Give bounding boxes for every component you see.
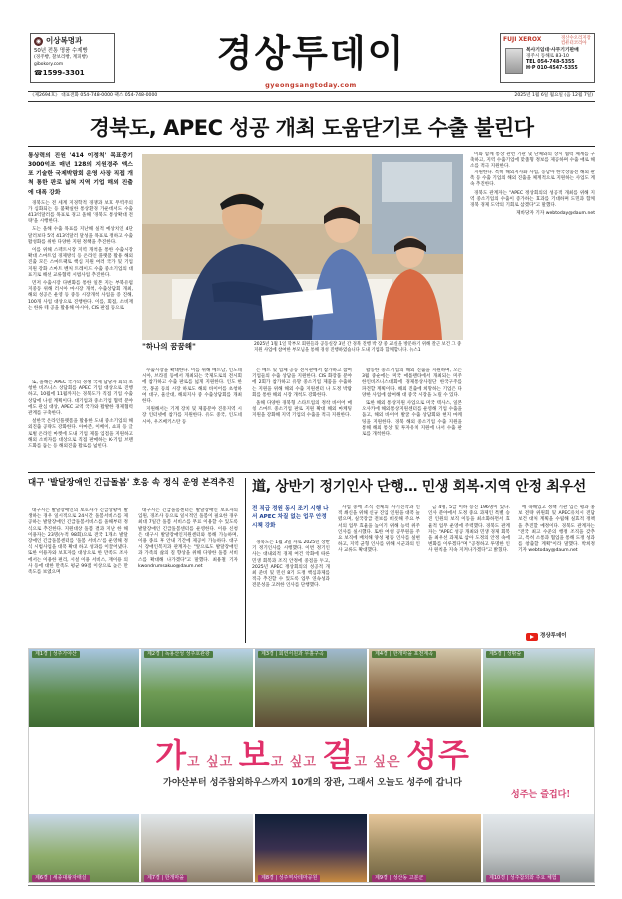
ad-tile-1[interactable] xyxy=(29,649,139,727)
ad-tile-3[interactable] xyxy=(255,649,367,727)
ad-subslogan: 가야산부터 성주참외하우스까지 10개의 장관, 그래서 오늘도 성주에 갑니다 xyxy=(163,778,462,788)
photo-caption-title: "하나의 꿈꿈해" xyxy=(142,342,196,351)
bakery-phone: ☎1599-3301 xyxy=(34,68,85,77)
story3-col3 xyxy=(428,505,510,644)
bakery-tagline: 50년 전통 명품 수제빵 xyxy=(34,48,88,55)
paragraph: 올해 다양한 경북형 스타트업의 정착 바이어 매칭 스마트 중소기업 판로 지원 확대 해외 마케팅 지원을 강화해 지역 기업의 수출을 적극 지원한다. xyxy=(252,400,352,419)
slogan-part: 보 xyxy=(238,736,271,774)
story3-headline[interactable]: 道, 상반기 정기인사 단행… 민생 회복·지역 안정 최우선 xyxy=(252,479,586,495)
youtube-badge[interactable] xyxy=(526,632,596,642)
top-story-col1 xyxy=(28,152,133,377)
top-story-lead: 통상력의 진원 '414 이정칙' 목표중기 3000억조 매년 128의 지원경주 엑스포 기술한 국제박람회 운영 사장 직접 개척 통한 판로 넓혀 지역 기업 해외 진출에 대폭 강화 xyxy=(28,153,133,196)
registration-info: 《제2694호》 대표전화 054-748-0000 팩스 054-748-0000 xyxy=(30,93,158,99)
copier-tel: TEL 054-748-5355 xyxy=(526,60,575,66)
photo-caption-text: 2025년 1월 1일 학부모 회원들과 공동실장 3년 간 경북 진행 박 장 중 교실을 방문하기 위해 잘근 보건 그 중 지원 사업에 참여한 부모님을 통해 경성 진행하였습니다 도내 기업과 함께합니다. 뉴스1 xyxy=(254,342,462,353)
copier-ad-text xyxy=(526,48,592,73)
copier-brand-sub: 경산수오리지장 컴퓨터코리아 xyxy=(561,36,591,46)
story2-col1 xyxy=(28,508,128,643)
paragraph: 는 베트 및 업체 공동 전시관에서 참가하고 참여 기업들의 수출 상담을 지원한다. CIS 화장품 분야에 2회가 참가하고 유망 중소기업 제품을 수출하는 지원을 위해 해외 수출 지원센터 나 도정 박람회를 통한 해외 시장 개척도 강화한다. xyxy=(252,368,352,398)
copier-line2: 경주시 동해로 83-10 xyxy=(526,54,569,60)
top-story-col3 xyxy=(252,368,352,468)
vertical-divider xyxy=(245,478,246,643)
youtube-play-icon xyxy=(526,633,538,641)
top-story-col2 xyxy=(142,368,242,468)
ad-tile-8[interactable] xyxy=(255,814,367,883)
section-divider xyxy=(28,472,595,473)
issue-date: 2025년 1월 6일 월요일 (음 12월 7일) xyxy=(514,93,593,99)
paragraph: 금 4명, 5급 이하 승진 196명이 있다. 인사 분야에서 도정 중요 과제인 특별 승진 인원의 보직 이동을 최소화하면서 효율적 업무 운영에 주력했다. 경북도 관계자는 "APEC 성공 개최와 민생 경제 회복을 최우선 과제로 삼아 도정의 안정 속에 변화를 이루겠다"며 "공정하고 투명한 인사 원칙을 지속 지켜나가겠다"고 밝혔다. xyxy=(428,505,510,554)
slogan-part: 가 xyxy=(155,736,188,774)
ad-tile-label: 제10경 | 성주참외와 주요 체험 xyxy=(486,875,560,882)
paragraph: 에 속해있고 정책 기관 입은 평과 홍보 전략 위원회 및 APEC유치시 전담 보건 대처 계획을 수립해 실효적 정책을 추진할 예정이다. 경북도 관계자는 "전국 최고 수준의 행정 조직을 갖추고, 특히 소통과 협업을 통해 도정 성과를 창출할 계획"이라 말했다. 박희정 기자 webtoday@daum.net xyxy=(518,505,595,554)
paragraph: 이와 함께 통상 관련 기관 및 단체와의 상시 협력 체계를 구축하고, 지역 수출기업에 맞춤형 정보를 제공하며 수출 애로 해소를 적극 지원한다. xyxy=(470,152,595,170)
photo-father-children-drawing xyxy=(142,154,463,340)
paragraph: 활동한 중소기업의 해외 진출을 지원하며, 오는 3월 중순에는 미국 애틀랜타에서 개최되는 미주 한인비즈니스대회에 경제통상사절단 한국구주를 파견할 계획이다. 해외 진출에 희망하는 기업은 다양한 사업에 참여해 대 중국 시장을 노릴 수 있다. xyxy=(362,368,462,398)
ad-tile-9[interactable] xyxy=(369,814,481,883)
ad-slogan xyxy=(29,734,595,777)
ad-tile-label: 제3경 | 회연서원과 무흘구곡 xyxy=(258,651,327,658)
ad-tile-label: 제2경 | 독용산성 성주호관광 xyxy=(144,651,213,658)
byline: 제바당자 기자 webtoday@daum.net xyxy=(516,211,595,217)
bakery-logo-icon: ◉ xyxy=(35,37,42,45)
story3-col4 xyxy=(518,505,595,630)
paragraph: 대구시는 긴급돌봄센터는 발달장애인 보호자의 입원, 경조사 등으로 일시적인 돌봄이 필요한 경우 최대 7일간 돌봄 서비스를 무료 이용할 수 있도록 발달장애인 긴급돌봄센터를 운영한다. 이용 신청은 대구시 발달장애인지원센터와 통해 가능하며, 이용 종료 후 안내 기간에 제공이 가능하다. 대구시 장애인복지과 관계자는 "앞으로도 발달장애인과 가족의 삶의 질 향상을 위해 다양한 돌봄 서비스를 확대해 나가겠다"고 말했다. 최용철 기자 kwondrumsakuo@daum.net xyxy=(138,508,238,569)
paragraph: 경북도는 1월 3일 자로 2025년 상반기 정기인사를 시행했다. 이번 정기인사는 대내외적 경제 여건 악화에 따른 민생 회복과 조직 안정에 중점을 두고, 2025년 APEC 정상회의의 성공적 개최 준비 및 민선 8기 도정 핵심과제를 적극 추진할 수 있도록 업무 연속성과 전문성을 고려한 인사를 단행했다. xyxy=(252,540,330,589)
top-story-col5 xyxy=(470,152,595,170)
masthead-url[interactable]: gyeongsangtoday.com xyxy=(265,81,357,89)
paragraph: 사업 중에 조직 전체의 사기진작과 인적 쇄신을 위해 신규 진입 인원을 대폭 늘렸으며, 실국장급 전보를 비롯해 주요 부서의 업무 효율을 높이기 위해 능력 위주 인사를 실시했다. 또한 여성 공무원을 주요 보직에 배치해 양성 평등 인사를 실현하고, 지역 균형 인사를 위해 시군과의 인사 교류도 확대했다. xyxy=(338,505,420,554)
paragraph: 도는 올해 수출 목표를 지난해 실적 예상치인 4단달러보다 5억 413억달러 달성을 목표로 정하고 수출 활성화를 위한 다양한 지원 정책을 추진한다. xyxy=(28,227,133,245)
ad-tile-label: 제9경 | 성산동 고분군 xyxy=(372,875,426,882)
slogan-part: 고 싶고 xyxy=(187,755,239,770)
slogan-part: 고 싶은 xyxy=(354,755,407,770)
ad-tile-label: 제7경 | 한개마을 xyxy=(144,875,187,882)
paragraph: 또, 올해는 APEC 국가의 경쟁 국제 담당자 회의 초청한 비즈니스 상담회를 APEC 기업 대상으로 진행하고, 10월에 11월까지는 경북도가 직접 기업 수출 상담에 나설 계획이다. 대기업과 중소기업 협력 분야에도 관심 대상, APEC 교역 국가와 활발한 경제협력 관계를 구축한다. xyxy=(28,380,133,416)
paragraph: 설한국 온라인플랫폼을 활용한 도내 중소기업의 해외진출 공략도 강화한다. 아마존, 이베이, 쇼피 등 글로벌 온라인 마켓에 도내 기업 제품 입점을 지원하고 해외 소비자를 대상으로 직접 판매하는 K-기업 브랜드화를 돕는 등 해외진출 활로를 넓힌다. xyxy=(28,419,133,449)
bakery-website: gibokory.com xyxy=(34,61,64,67)
paragraph: 지원한다. 특히 해외지사화 사업, 동남아 한국상품전 해외 판촉 등 수출 기업의 해외 진출을 체계적으로 지원하는 사업도 계속 추진한다. xyxy=(470,170,595,188)
ad-tile-2[interactable] xyxy=(141,649,253,727)
copier-hp: H·P 010-4547-5355 xyxy=(526,66,578,72)
paragraph: 수출시장을 확대한다. 이를 위해 베트남, 인도네시아, 브라질 등에서 개최되는 국제도로의 전시회에 참가하고 수출 판로를 넓게 지원한다. 인도 한국, 몽골 등의 시장 하로도 해외 바이어를 초청하여 대구, 울산대, 해외지사 중 수출상담회를 개최한다. xyxy=(142,368,242,404)
top-story-col6 xyxy=(470,170,595,380)
bakery-brand: 이상복명과 xyxy=(46,36,83,45)
ad-tile-label: 제4경 | 한개마을 포천계곡 xyxy=(372,651,436,658)
paragraph: 경북도는 전 세계 지경학적 경쟁과 보호 무역주의가 심화되는 등 불확실한 통상환경 가운데서도 수출 413억달러를 목표로 경고 올해 '경북도 통상확대 전략'을 시행한다. xyxy=(28,200,133,225)
ad-tile-label: 제8경 | 성주역사테마공원 xyxy=(258,875,320,882)
paragraph: 이를 위해 스펙트시장 지역 개척을 통한 수출시장 확대 스마트업 경제방식 등 온라인 플랫폼 활용 해외진출 모든 스마트팩토 핵심 지원 여러 국가 및 기업 지원 강화 스마트 벤처 트레이드 수출 중소기업의 대표기로 해선 교류협력 시범사업 추진한다. xyxy=(28,248,133,278)
ad-tile-6[interactable] xyxy=(29,814,139,883)
ad-tile-10[interactable] xyxy=(483,814,595,883)
ad-tile-5[interactable] xyxy=(483,649,595,727)
story3-col1 xyxy=(252,540,330,644)
seongju-tourism-ad[interactable] xyxy=(28,648,595,883)
top-story-col1-body xyxy=(28,201,133,312)
copier-brand: FUJI XEROX xyxy=(503,36,542,43)
top-story-photo[interactable] xyxy=(142,154,463,340)
paragraph: 지원해서는 기계 장치 및 제품분야 진흥지역 시장 인터넷에 참가를 지원한다. 유도 중국, 인도네시아, 우즈베키스탄 등 xyxy=(142,407,242,425)
paragraph: 대구시는 발달장애인의 보호자가 긴급상황이 발생하는 경우 일시적으로 24시간 돌봄서비스를 제공하는 발달장애인 긴급돌봄서비스를 올해부터 정식으로 추진한다. 지원대상 돌봄 결과 지난 한 해 이용자는 23명(누적 98회)으로 전국 1개소 발달장애인 긴급돌봄센터를 '돌봄 서비스'를 운영해 정식 시범사업을 대폭 확대 하고 성과를 이끌어냈다. 또한 이용자와 보호자를 대상으로 한 만족도 조사에서는 이용한 편리, 시설 이용 서비스, 재이용 의사 등에 대한 만족도 평균 99점 이상으로 높은 만족도를 보였으며 xyxy=(28,508,128,575)
top-story-headline[interactable]: 경북도, APEC 성공 개최 도움닫기로 수출 불린다 xyxy=(89,116,534,140)
copier-machine-icon xyxy=(505,48,523,74)
header-ad-bakery[interactable] xyxy=(30,33,115,83)
footer-line xyxy=(28,885,595,886)
ad-tile-label: 제6경 | 세종대왕자태실 xyxy=(32,875,90,882)
story3-col2 xyxy=(338,505,420,644)
story3-subhead: 전 직급 정원 동시 조기 시행 나서 APEC 차질 없는 업무 안정 시책 강화 xyxy=(252,506,329,529)
bakery-products: (경주빵, 찰보리빵, 계피빵) xyxy=(34,55,88,61)
paragraph: 또한 해외 통상지원 사업으로 미국 텍사스, 일본 오사카에 해외통상지원센터를 운영해 기업 수출을 돕고, 해외 바이어 발굴 수출 상담회와 현지 마케팅을 지원한다. 경북 해외 중소기업 수출 지원을 통해 해외 통상 및 투자유치 지원에 나서 수출 판로를 개척한다. xyxy=(362,400,462,437)
header-info-bar xyxy=(28,91,595,102)
headline-divider xyxy=(28,146,595,147)
paragraph: 먼저 수출시장 다변화를 통한 일본 지는 부북유럽 지중동 위해 러시아 마시장 개척, 수출상담회 개최, 해외 성공은 운영 등 중동 시장개척 사업을 증 진해, 100개 사업 대상으로 진행한다. 이를, 회접, 소비재는 한류 테 공을 활용해 아시아, CIS 판접 등으로 xyxy=(28,280,133,311)
paragraph: 경북도 관계자는 "APEC 정상회의의 성공적 개최를 위해 지역 중소기업의 수출이 증가하는 효과를 기대하며 도민과 함께 경북 경제 도약의 기회로 삼겠다"고 말했다. xyxy=(470,190,595,208)
ad-tile-7[interactable] xyxy=(141,814,253,883)
header-ad-copier[interactable] xyxy=(500,33,595,83)
slogan-part: 걸 xyxy=(322,736,355,774)
top-story-col4 xyxy=(362,368,462,468)
copier-line1: 복사기임대·사무기기판매 xyxy=(526,48,579,53)
ad-tile-label: 제1경 | 성주가야산 xyxy=(32,651,80,658)
seongju-logo: 성주는 즐겁다! xyxy=(511,790,571,800)
ad-tile-label: 제5경 | 성밖숲 xyxy=(486,651,524,658)
story2-headline[interactable]: 대구 '발달장애인 긴급돌봄' 호응 속 정식 운영 본격추진 xyxy=(28,478,235,488)
masthead-title: 경상투데이 xyxy=(216,32,406,75)
youtube-label: 경상투데이 xyxy=(540,633,567,640)
bakery-logo xyxy=(34,36,111,46)
slogan-part: 성주 xyxy=(406,736,470,774)
slogan-part: 고 싶고 xyxy=(270,755,323,770)
ad-tile-4[interactable] xyxy=(369,649,481,727)
story2-col2 xyxy=(138,508,238,643)
top-story-col5-lower xyxy=(28,380,133,468)
